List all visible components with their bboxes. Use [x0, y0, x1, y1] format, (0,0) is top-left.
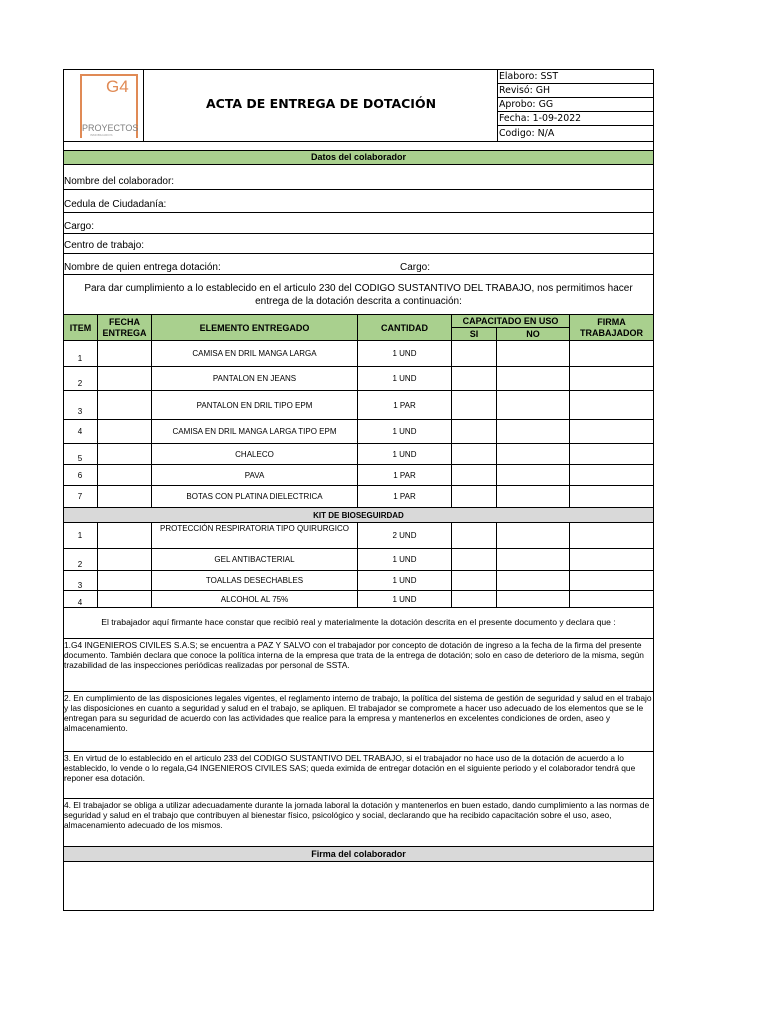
logo-tagline: INMOBILIARIOS — [90, 133, 113, 137]
kit-title: KIT DE BIOSEGUIRDAD — [64, 508, 653, 523]
item-number: 4 — [63, 420, 98, 443]
firma-trabajador-cell[interactable] — [570, 549, 653, 570]
item-number: 6 — [63, 465, 98, 485]
item-elemento: CAMISA EN DRIL MANGA LARGA TIPO EPM — [152, 420, 358, 443]
th-elemento: ELEMENTO ENTREGADO — [152, 315, 358, 341]
field-cedula[interactable]: Cedula de Ciudadanía: — [63, 190, 654, 213]
capacitado-si-cell[interactable] — [452, 341, 497, 366]
firma-trabajador-cell[interactable] — [570, 571, 653, 590]
item-elemento: GEL ANTIBACTERIAL — [152, 549, 358, 570]
item-cantidad: 1 UND — [358, 367, 452, 390]
capacitado-no-cell[interactable] — [497, 420, 570, 443]
table-row — [63, 341, 654, 367]
logo-brand: G4 — [106, 77, 129, 96]
firma-colaborador-title: Firma del colaborador — [64, 847, 653, 862]
fecha-entrega-cell[interactable] — [98, 549, 152, 570]
th-si: SI — [452, 328, 497, 341]
capacitado-no-cell[interactable] — [497, 465, 570, 485]
fecha-entrega-cell[interactable] — [98, 341, 152, 366]
fecha-entrega-cell[interactable] — [98, 391, 152, 419]
item-number: 3 — [63, 391, 98, 419]
meta-aprobo: Aprobo: GG — [497, 98, 654, 112]
capacitado-si-cell[interactable] — [452, 571, 497, 590]
clause-1: 1.G4 INGENIEROS CIVILES S.A.S; se encuentra a PAZ Y SALVO con el trabajador por concepto de dotación de ingreso a la fecha de la firma del presente documento. También declara que conoce la política interna de la empresa que trata de la entrega de dotación; solo en caso de deterioro de la misma, según trazabilidad de las inspecciones periódicas realizadas por personal de SSTA. — [63, 639, 654, 692]
capacitado-no-cell[interactable] — [497, 591, 570, 607]
item-elemento: PROTECCIÓN RESPIRATORIA TIPO QUIRURGICO — [152, 523, 358, 548]
declaration-text: El trabajador aquí firmante hace constar que recibió real y materialmente la dotación descrita en el presente documento y declara que : — [63, 608, 654, 639]
fecha-entrega-cell[interactable] — [98, 367, 152, 390]
item-cantidad: 1 UND — [358, 341, 452, 366]
item-cantidad: 1 PAR — [358, 391, 452, 419]
th-cantidad: CANTIDAD — [358, 315, 452, 341]
capacitado-no-cell[interactable] — [497, 391, 570, 419]
firma-trabajador-cell[interactable] — [570, 591, 653, 607]
capacitado-si-cell[interactable] — [452, 591, 497, 607]
item-number: 1 — [63, 341, 98, 366]
intro-text: Para dar cumplimiento a lo establecido en el articulo 230 del CODIGO SUSTANTIVO DEL TRABAJO, nos permitimos hacer entrega de la dotación descrita a continuación: — [63, 275, 654, 315]
item-cantidad: 1 PAR — [358, 465, 452, 485]
field-nombre[interactable]: Nombre del colaborador: — [63, 165, 654, 190]
capacitado-si-cell[interactable] — [452, 486, 497, 507]
item-elemento: TOALLAS DESECHABLES — [152, 571, 358, 590]
th-item: ITEM — [64, 315, 98, 341]
clause-4: 4. El trabajador se obliga a utilizar adecuadamente durante la jornada laboral la dotación y mantenerlos en buen estado, dando cumplimiento a las normas de seguridad y salud en el trabajo que contribuyen al bienestar físico, psicológico y social, declarando que ha recibido capacitación sobre el uso, aseo, almacenamiento adecuado de los mismos. — [63, 799, 654, 847]
table-row — [63, 486, 654, 508]
fecha-entrega-cell[interactable] — [98, 420, 152, 443]
field-quien-entrega[interactable]: Nombre de quien entrega dotación: — [64, 261, 221, 273]
table-row — [63, 549, 654, 571]
company-logo — [80, 74, 140, 140]
item-cantidad: 2 UND — [358, 523, 452, 548]
firma-trabajador-cell[interactable] — [570, 341, 653, 366]
meta-elaboro: Elaboro: SST — [497, 69, 654, 84]
item-cantidad: 1 UND — [358, 444, 452, 464]
capacitado-si-cell[interactable] — [452, 391, 497, 419]
capacitado-si-cell[interactable] — [452, 465, 497, 485]
table-row — [63, 420, 654, 444]
item-cantidad: 1 UND — [358, 549, 452, 570]
section-title-colaborador: Datos del colaborador — [64, 151, 653, 165]
meta-reviso: Revisó: GH — [497, 84, 654, 98]
capacitado-no-cell[interactable] — [497, 571, 570, 590]
capacitado-si-cell[interactable] — [452, 523, 497, 548]
item-number: 7 — [63, 486, 98, 507]
field-cargo[interactable]: Cargo: — [63, 213, 654, 234]
capacitado-si-cell[interactable] — [452, 420, 497, 443]
item-elemento: BOTAS CON PLATINA DIELECTRICA — [152, 486, 358, 507]
item-cantidad: 1 UND — [358, 591, 452, 607]
item-number: 4 — [63, 591, 98, 607]
field-cargo-entrega[interactable]: Cargo: — [400, 261, 431, 273]
table-row — [63, 391, 654, 420]
logo-name: PROYECTOS — [82, 123, 139, 133]
document-title: ACTA DE ENTREGA DE DOTACIÓN — [205, 96, 437, 111]
meta-fecha: Fecha: 1-09-2022 — [497, 112, 654, 126]
firma-trabajador-cell[interactable] — [570, 420, 653, 443]
item-elemento: PANTALON EN DRIL TIPO EPM — [152, 391, 358, 419]
fecha-entrega-cell[interactable] — [98, 444, 152, 464]
item-number: 1 — [63, 523, 98, 548]
table-row — [63, 444, 654, 465]
fecha-entrega-cell[interactable] — [98, 523, 152, 548]
field-centro-trabajo[interactable]: Centro de trabajo: — [63, 234, 654, 254]
item-elemento: PANTALON EN JEANS — [152, 367, 358, 390]
item-number: 2 — [63, 549, 98, 570]
capacitado-no-cell[interactable] — [497, 486, 570, 507]
firma-trabajador-cell[interactable] — [570, 444, 653, 464]
capacitado-no-cell[interactable] — [497, 367, 570, 390]
clause-3: 3. En virtud de lo establecido en el articulo 233 del CODIGO SUSTANTIVO DEL TRABAJO, si el trabajador no hace uso de la dotación de acuerdo a lo establecido, lo vende o lo regala,G4 INGENIEROS CIVILES SAS; queda eximida de entregar dotación en el siguiente periodo y el colaborador tendrá que reponer esa dotación. — [63, 752, 654, 799]
th-no: NO — [497, 328, 570, 341]
th-fecha: FECHA ENTREGA — [98, 315, 152, 341]
table-row — [63, 571, 654, 591]
item-number: 5 — [63, 444, 98, 464]
meta-codigo: Codigo: N/A — [499, 127, 555, 139]
capacitado-no-cell[interactable] — [497, 341, 570, 366]
fecha-entrega-cell[interactable] — [98, 571, 152, 590]
firma-trabajador-cell[interactable] — [570, 523, 653, 548]
firma-trabajador-cell[interactable] — [570, 486, 653, 507]
item-cantidad: 1 UND — [358, 571, 452, 590]
table-row — [63, 465, 654, 486]
item-elemento: PAVA — [152, 465, 358, 485]
capacitado-si-cell[interactable] — [452, 444, 497, 464]
capacitado-si-cell[interactable] — [452, 367, 497, 390]
item-elemento: ALCOHOL AL 75% — [152, 591, 358, 607]
firma-trabajador-cell[interactable] — [570, 367, 653, 390]
spacer-row — [63, 142, 654, 151]
item-cantidad: 1 PAR — [358, 486, 452, 507]
table-row — [63, 367, 654, 391]
firma-trabajador-cell[interactable] — [570, 391, 653, 419]
capacitado-no-cell[interactable] — [497, 444, 570, 464]
firma-colaborador-box[interactable] — [64, 862, 653, 910]
item-elemento: CHALECO — [152, 444, 358, 464]
fecha-entrega-cell[interactable] — [98, 465, 152, 485]
capacitado-no-cell[interactable] — [497, 523, 570, 548]
capacitado-no-cell[interactable] — [497, 549, 570, 570]
item-number: 3 — [63, 571, 98, 590]
item-elemento: CAMISA EN DRIL MANGA LARGA — [152, 341, 358, 366]
th-firma: FIRMA TRABAJADOR — [580, 317, 643, 338]
capacitado-si-cell[interactable] — [452, 549, 497, 570]
table-row — [63, 523, 654, 549]
th-capacitado: CAPACITADO EN USO — [452, 315, 570, 328]
fecha-entrega-cell[interactable] — [98, 591, 152, 607]
fecha-entrega-cell[interactable] — [98, 486, 152, 507]
clause-2: 2. En cumplimiento de las disposiciones legales vigentes, el reglamento interno de trabajo, la política del sistema de gestión de seguridad y salud en el trabajo y las disposiciones en cuanto a seguridad y salud en el trabajo, se apliquen. El trabajador se compromete a hacer uso adecuado de los elementos que se le entregan para su seguridad de acuerdo con las actividades que realice para la empresa y mantenerlos en excelentes condiciones de orden, aseo y almacenamiento. — [63, 692, 654, 752]
table-row — [63, 591, 654, 608]
firma-trabajador-cell[interactable] — [570, 465, 653, 485]
item-number: 2 — [63, 367, 98, 390]
item-cantidad: 1 UND — [358, 420, 452, 443]
